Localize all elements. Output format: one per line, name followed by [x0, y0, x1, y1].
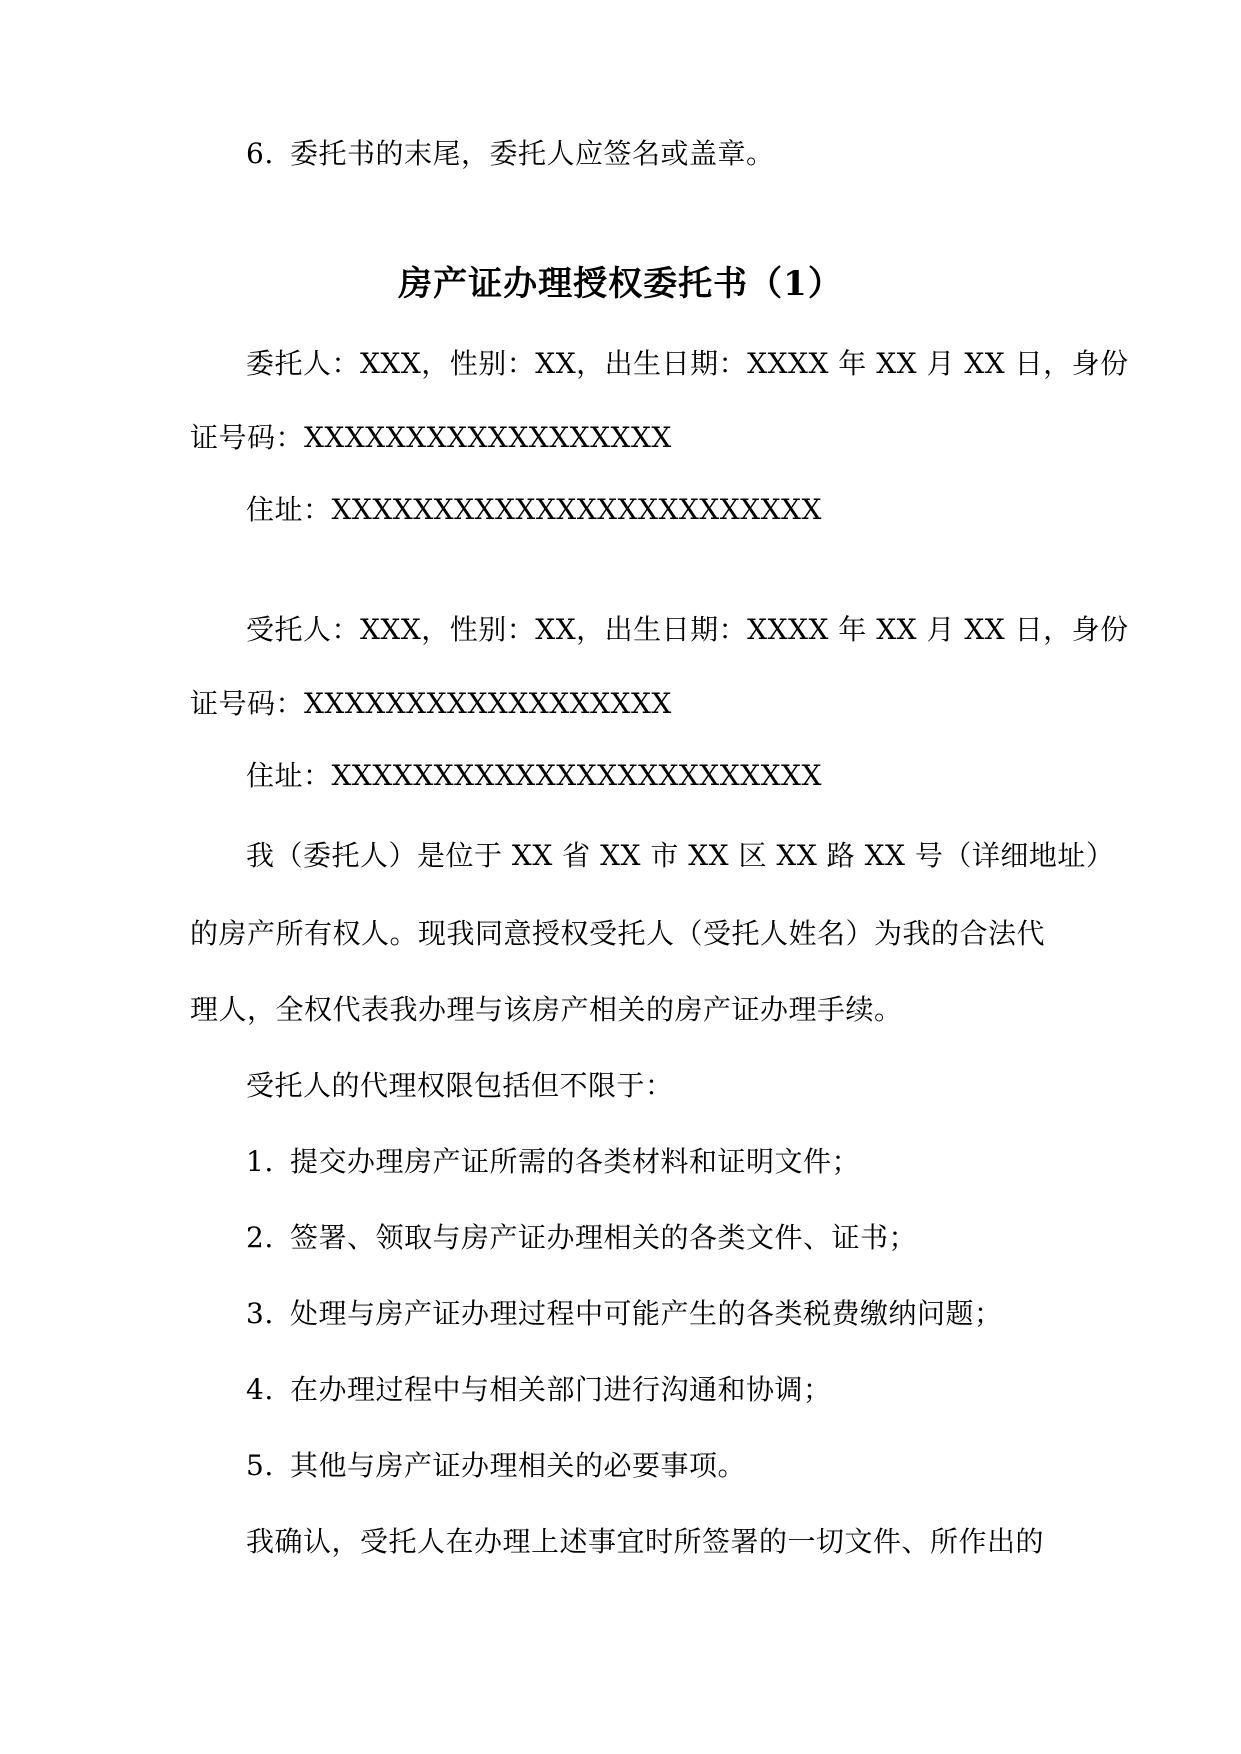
list-text: 其他与房产证办理相关的必要事项。	[290, 1449, 747, 1482]
list-text: 处理与房产证办理过程中可能产生的各类税费缴纳问题；	[290, 1297, 1003, 1330]
list-number: 2.	[246, 1221, 274, 1254]
list-number: 1.	[246, 1145, 274, 1178]
list-text: 提交办理房产证所需的各类材料和证明文件；	[290, 1145, 861, 1178]
scope-list-item	[246, 1296, 1003, 1332]
list-number: 3.	[246, 1297, 274, 1330]
statement-line-2: 的房产所有权人。现我同意授权受托人（受托人姓名）为我的合法代	[190, 917, 1046, 950]
scope-heading: 受托人的代理权限包括但不限于：	[246, 1069, 674, 1102]
scope-list-item	[246, 1144, 860, 1180]
list-text: 委托书的末尾，委托人应签名或盖章。	[290, 137, 775, 170]
principal-line-2: 证号码：XXXXXXXXXXXXXXXXXX	[190, 421, 672, 454]
agent-line-1: 受托人：XXX，性别：XX，出生日期：XXXX 年 XX 月 XX 日，身份	[246, 613, 1129, 646]
list-number: 4.	[246, 1373, 274, 1406]
list-text: 签署、领取与房产证办理相关的各类文件、证书；	[290, 1221, 918, 1254]
list-text: 在办理过程中与相关部门进行沟通和协调；	[290, 1373, 832, 1406]
document-title: 房产证办理授权委托书（1）	[398, 264, 843, 304]
statement-line-1: 我（委托人）是位于 XX 省 XX 市 XX 区 XX 路 XX 号（详细地址）	[246, 839, 1115, 872]
principal-address: 住址：XXXXXXXXXXXXXXXXXXXXXXXX	[246, 493, 822, 526]
scope-list-item	[246, 1220, 917, 1256]
agent-address: 住址：XXXXXXXXXXXXXXXXXXXXXXXX	[246, 759, 822, 792]
list-number: 6.	[246, 137, 274, 170]
intro-list-item	[246, 136, 775, 172]
list-number: 5.	[246, 1449, 274, 1482]
statement-line-3: 理人，全权代表我办理与该房产相关的房产证办理手续。	[190, 993, 903, 1026]
agent-line-2: 证号码：XXXXXXXXXXXXXXXXXX	[190, 687, 672, 720]
confirmation-line-1: 我确认，受托人在办理上述事宜时所签署的一切文件、所作出的	[246, 1525, 1045, 1558]
scope-list-item	[246, 1372, 832, 1408]
scope-list-item	[246, 1448, 746, 1484]
principal-line-1: 委托人：XXX，性别：XX，出生日期：XXXX 年 XX 月 XX 日，身份	[246, 347, 1129, 380]
